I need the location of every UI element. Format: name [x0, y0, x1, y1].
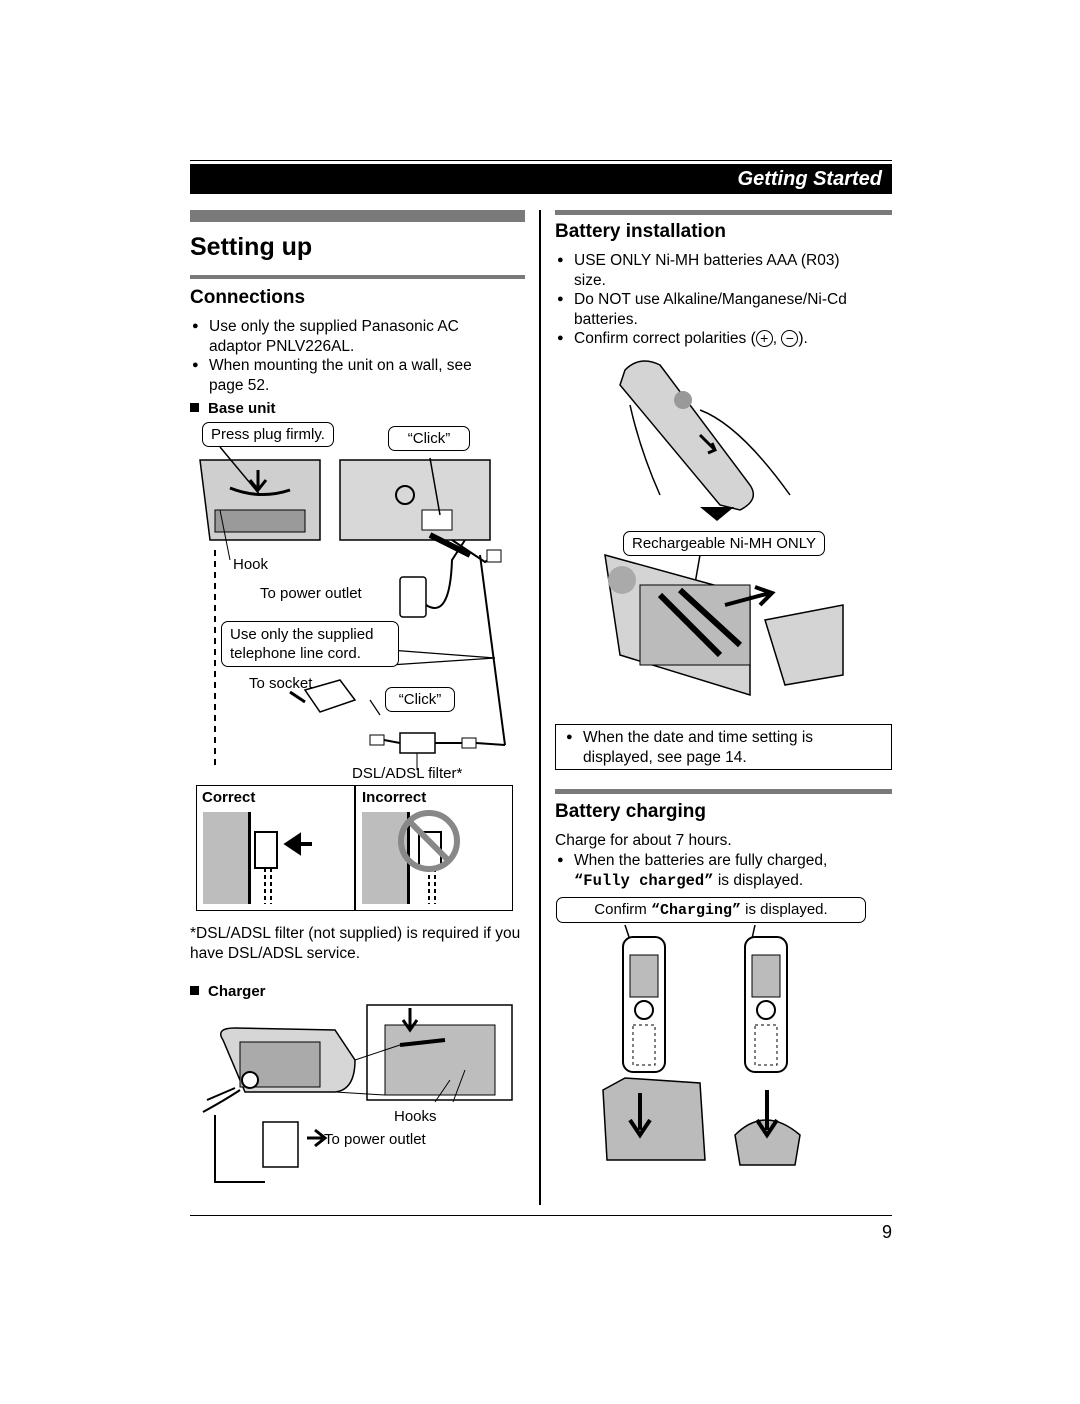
correct-incorrect-table	[196, 785, 513, 911]
section-rule	[190, 275, 525, 279]
base-unit-heading: Base unit	[190, 400, 276, 417]
section-title: Getting Started	[737, 168, 882, 190]
page-number: 9	[881, 1222, 892, 1242]
list-item: ● When the batteries are fully charged, “Fully charged” is displayed.	[555, 851, 880, 891]
page-title: Setting up	[190, 233, 313, 261]
connections-heading: Connections	[190, 287, 306, 308]
incorrect-label: Incorrect	[362, 789, 427, 806]
correct-label: Correct	[202, 789, 256, 806]
plus-polarity-icon: +	[756, 330, 773, 347]
title-bar	[190, 210, 525, 222]
list-item: ● When the date and time setting is displayed, see page 14.	[564, 728, 883, 767]
square-bullet-icon	[190, 986, 199, 995]
plug-orientation-figures	[197, 786, 512, 910]
minus-polarity-icon: −	[781, 330, 798, 347]
charging-bullets	[555, 851, 880, 891]
click-callout: “Click”	[388, 426, 470, 451]
charger-illustration	[185, 1000, 515, 1195]
hook-label: Hook	[233, 556, 269, 573]
battery-charging-heading: Battery charging	[555, 801, 706, 822]
list-item: ● Confirm correct polarities ( + , − ).	[555, 329, 875, 349]
charger-heading: Charger	[190, 983, 266, 1000]
dsl-footnote: *DSL/ADSL filter (not supplied) is required if you have DSL/ADSL service.	[190, 925, 521, 962]
hooks-label: Hooks	[394, 1108, 437, 1125]
column-divider	[539, 210, 541, 1205]
list-item: ● Use only the supplied Panasonic AC adaptor PNLV226AL.	[190, 317, 510, 356]
section-rule	[555, 789, 892, 794]
section-rule	[555, 210, 892, 215]
socket-label: To socket	[249, 675, 313, 692]
footer-rule	[190, 1215, 892, 1216]
list-item: ● Do NOT use Alkaline/Manganese/Ni-Cd batteries.	[555, 290, 875, 329]
connections-bullets	[190, 317, 510, 395]
header-top-rule	[190, 160, 892, 161]
cord-callout: Use only the supplied telephone line cord.	[221, 621, 399, 667]
header-bar	[190, 164, 892, 194]
click-callout-2: “Click”	[385, 687, 455, 712]
battery-installation-bullets	[555, 251, 875, 349]
battery-installation-illustration	[600, 355, 850, 705]
base-unit-illustration	[190, 440, 520, 770]
dsl-filter-label: DSL/ADSL filter*	[352, 765, 463, 782]
charger-power-label: To power outlet	[324, 1131, 426, 1148]
press-plug-callout: Press plug firmly.	[202, 422, 334, 447]
power-outlet-label: To power outlet	[260, 585, 362, 602]
charging-callout: Confirm “Charging” is displayed.	[556, 897, 866, 923]
date-time-note	[555, 724, 892, 770]
list-item: ● When mounting the unit on a wall, see page 52.	[190, 356, 510, 395]
list-item: ● USE ONLY Ni-MH batteries AAA (R03) size.	[555, 251, 875, 290]
square-bullet-icon	[190, 403, 199, 412]
charging-illustration	[585, 925, 825, 1170]
battery-installation-heading: Battery installation	[555, 221, 727, 242]
rechargeable-callout: Rechargeable Ni-MH ONLY	[623, 531, 825, 556]
charging-intro: Charge for about 7 hours.	[555, 832, 732, 849]
